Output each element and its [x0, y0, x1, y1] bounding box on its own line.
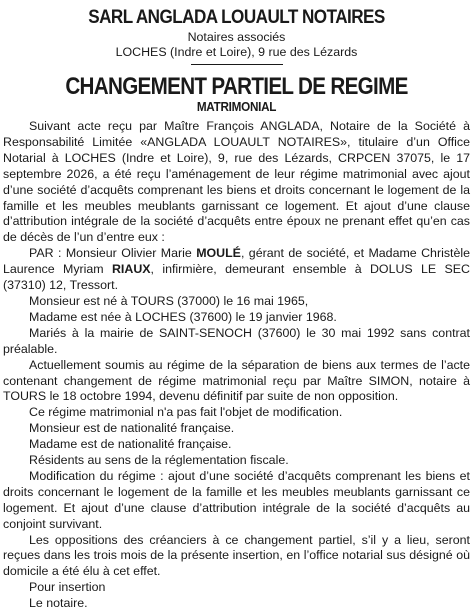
- wife-surname: RIAUX: [111, 262, 151, 277]
- paragraph-tax-residence: Résidents au sens de la réglementation fiscale.: [29, 453, 289, 468]
- parties-suffix: , infirmière, demeurant ensemble à DOLUS LE SEC (37310) 12, Tressort.: [3, 262, 470, 293]
- husband-surname: MOULÉ: [196, 246, 241, 261]
- paragraph-parties: [3, 246, 470, 294]
- paragraph-husband-birth: Monsieur est né à TOURS (37000) le 16 mai 1965,: [29, 293, 309, 308]
- notice-header: [3, 6, 470, 114]
- divider: [191, 64, 283, 65]
- paragraph-wife-nationality: Madame est de nationalité française.: [29, 437, 232, 452]
- notice-body: [3, 119, 470, 612]
- notice-title: CHANGEMENT PARTIEL DE REGIME: [65, 73, 408, 100]
- paragraph-husband-nationality: Monsieur est de nationalité française.: [29, 421, 235, 436]
- paragraph-insertion: Pour insertion: [29, 580, 106, 595]
- parties-prefix: PAR : Monsieur Olivier Marie: [29, 246, 197, 261]
- paragraph-signature: Le notaire.: [29, 596, 88, 611]
- paragraph-modification: Modification du régime : ajout d’une société d’acquêts comprenant les biens et droits concernant le logement de la famille et les meubles meublants garnissant ce logement. Et ajout d’une clause d’attribution intégrale de la société d’acquêts au conjoint survivant.: [3, 468, 470, 531]
- paragraph-marriage: Mariés à la mairie de SAINT-SENOCH (37600) le 30 mai 1992 sans contrat préalable.: [3, 325, 470, 356]
- paragraph-deed: Suivant acte reçu par Maître François ANGLADA, Notaire de la Société à Responsabilité Limitée «ANGLADA LOUAULT NOTAIRES», titulaire d’un Office Notarial à LOCHES (Indre et Loire), 9, rue des Lézards, CRPCEN 37075, le 17 septembre 2026, a été reçu l’aménagement de leur régime matrimonial avec ajout d’une société d’acquêts comprenant les biens et droits concernant le logement de la famille et les meubles meublants garnissant ce logement. Et ajout d’une clause d’attribution intégrale de la société d’acquêts entre époux ne prenant effet qu’en cas de décès de l’un d’entre eux :: [3, 119, 470, 245]
- paragraph-no-modification: Ce régime matrimonial n'a pas fait l'objet de modification.: [29, 405, 343, 420]
- firm-subtitle: Notaires associés: [187, 30, 286, 44]
- paragraph-current-regime: Actuellement soumis au régime de la séparation de biens aux termes de l’acte contenant changement de régime matrimonial reçu par Maître SIMON, notaire à TOURS le 18 octobre 1994, devenu définitif par suite de non opposition.: [3, 357, 470, 404]
- paragraph-wife-birth: Madame est née à LOCHES (37600) le 19 janvier 1968.: [29, 309, 337, 324]
- firm-address: LOCHES (Indre et Loire), 9 rue des Lézards: [115, 45, 358, 59]
- notice-subtitle: MATRIMONIAL: [196, 99, 277, 114]
- parties-middle: , gérant de société, et Madame Christèle Laurence Myriam: [3, 246, 470, 277]
- firm-name: SARL ANGLADA LOUAULT NOTAIRES: [88, 7, 385, 28]
- paragraph-oppositions: Les oppositions des créanciers à ce changement partiel, s’il y a lieu, seront reçues dans les trois mois de la présente insertion, en l’office notarial sus désigné où domicile a été élu à cet effet.: [3, 532, 470, 579]
